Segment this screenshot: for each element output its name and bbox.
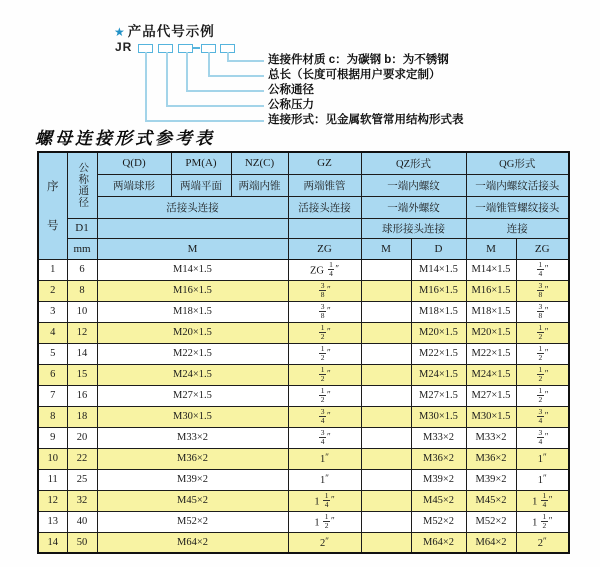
cell-qz-m xyxy=(361,364,411,385)
header-seq-char-2: 号 xyxy=(47,220,59,233)
cell-zg: 1″ xyxy=(288,469,361,490)
cell-qg-m: M64×2 xyxy=(466,532,516,553)
cell-qg-zg: $\frac{3}{8}$ ″ xyxy=(516,280,569,301)
header-dn-label: 公称通径 xyxy=(77,162,89,209)
cell-qg-m: M27×1.5 xyxy=(466,385,516,406)
header-sub3-qz: 球形接头连接 xyxy=(361,218,466,238)
cell-m: M24×1.5 xyxy=(97,364,288,385)
table-row xyxy=(38,532,569,553)
cell-seq: 5 xyxy=(38,343,67,364)
header-sub1-gz: 两端锥管 xyxy=(288,174,361,196)
header-d1: D1 xyxy=(67,218,97,238)
header-group-qg: QG形式 xyxy=(466,152,569,174)
leader-vline-3 xyxy=(186,52,188,90)
cell-qz-m xyxy=(361,490,411,511)
table-row xyxy=(38,406,569,427)
leader-vline-1 xyxy=(145,52,147,120)
cell-qg-m: M16×1.5 xyxy=(466,280,516,301)
cell-zg: 2″ xyxy=(288,532,361,553)
cell-qz-d: M22×1.5 xyxy=(411,343,466,364)
cell-mm: 6 xyxy=(67,259,97,280)
header-group-pma: PM(A) xyxy=(171,152,231,174)
cell-zg: $\frac{1}{2}$ ″ xyxy=(288,385,361,406)
cell-qz-d: M33×2 xyxy=(411,427,466,448)
cell-qg-m: M22×1.5 xyxy=(466,343,516,364)
cell-zg: 1 $\frac{1}{2}$ ″ xyxy=(288,511,361,532)
header-sub1-qz: 一端内螺纹 xyxy=(361,174,466,196)
cell-m: M45×2 xyxy=(97,490,288,511)
cell-mm: 18 xyxy=(67,406,97,427)
leader-hline-1 xyxy=(227,60,264,62)
cell-m: M16×1.5 xyxy=(97,280,288,301)
header-group-qd: Q(D) xyxy=(97,152,171,174)
label-nominal-pressure: 公称压力 xyxy=(268,99,314,111)
table-row xyxy=(38,469,569,490)
cell-qz-m xyxy=(361,322,411,343)
cell-qg-zg: 1 $\frac{1}{2}$ ″ xyxy=(516,511,569,532)
cell-qz-m xyxy=(361,385,411,406)
cell-qg-m: M18×1.5 xyxy=(466,301,516,322)
header-unit-m1: M xyxy=(97,238,288,259)
cell-seq: 12 xyxy=(38,490,67,511)
cell-qg-zg: 1″ xyxy=(516,469,569,490)
cell-qz-d: M27×1.5 xyxy=(411,385,466,406)
header-sub1-qg: 一端内螺纹活接头 xyxy=(466,174,569,196)
cell-qz-m xyxy=(361,532,411,553)
leader-hline-2 xyxy=(208,75,264,77)
table-row xyxy=(38,280,569,301)
cell-zg: $\frac{3}{4}$ ″ xyxy=(288,427,361,448)
cell-qz-m xyxy=(361,511,411,532)
cell-qg-m: M24×1.5 xyxy=(466,364,516,385)
cell-zg: 1″ xyxy=(288,448,361,469)
cell-qz-d: M24×1.5 xyxy=(411,364,466,385)
label-material: 连接件材质 c：为碳钢 b：为不锈钢 xyxy=(268,54,449,66)
cell-qz-m xyxy=(361,259,411,280)
cell-qz-d: M30×1.5 xyxy=(411,406,466,427)
leader-vline-2 xyxy=(166,52,168,105)
cell-qz-d: M64×2 xyxy=(411,532,466,553)
cell-seq: 6 xyxy=(38,364,67,385)
cell-qz-d: M45×2 xyxy=(411,490,466,511)
cell-qg-zg: $\frac{3}{8}$ ″ xyxy=(516,301,569,322)
cell-qg-m: M39×2 xyxy=(466,469,516,490)
cell-qz-d: M52×2 xyxy=(411,511,466,532)
leader-vline-4 xyxy=(208,52,210,75)
cell-seq: 2 xyxy=(38,280,67,301)
cell-seq: 14 xyxy=(38,532,67,553)
cell-qg-zg: 1 $\frac{1}{4}$ ″ xyxy=(516,490,569,511)
cell-qg-zg: $\frac{1}{2}$ ″ xyxy=(516,385,569,406)
cell-qg-m: M52×2 xyxy=(466,511,516,532)
cell-qg-m: M33×2 xyxy=(466,427,516,448)
cell-mm: 12 xyxy=(67,322,97,343)
header-sub2-qz: 一端外螺纹 xyxy=(361,196,466,218)
cell-seq: 10 xyxy=(38,448,67,469)
header-unit-d: D xyxy=(411,238,466,259)
cell-zg: $\frac{3}{8}$ ″ xyxy=(288,301,361,322)
cell-m: M39×2 xyxy=(97,469,288,490)
table-row xyxy=(38,427,569,448)
cell-mm: 20 xyxy=(67,427,97,448)
cell-seq: 11 xyxy=(38,469,67,490)
cell-m: M27×1.5 xyxy=(97,385,288,406)
table-header xyxy=(38,152,569,259)
cell-qz-m xyxy=(361,427,411,448)
label-total-length: 总长（长度可根据用户要求定制） xyxy=(268,69,441,81)
table-row xyxy=(38,322,569,343)
table-title: 螺母连接形式参考表 xyxy=(35,129,215,148)
cell-qg-zg: 1″ xyxy=(516,448,569,469)
cell-mm: 25 xyxy=(67,469,97,490)
cell-zg: $\frac{3}{4}$ ″ xyxy=(288,406,361,427)
cell-qg-zg: $\frac{3}{4}$ ″ xyxy=(516,427,569,448)
cell-mm: 14 xyxy=(67,343,97,364)
header-sub1-qd: 两端球形 xyxy=(97,174,171,196)
header-group-gz: GZ xyxy=(288,152,361,174)
nut-connection-reference-table xyxy=(37,151,570,554)
cell-zg: $\frac{1}{2}$ ″ xyxy=(288,343,361,364)
table-row xyxy=(38,301,569,322)
table-row xyxy=(38,490,569,511)
header-sub1-pma: 两端平面 xyxy=(171,174,231,196)
cell-qz-d: M36×2 xyxy=(411,448,466,469)
leader-hline-5 xyxy=(145,120,264,122)
header-unit-zg2: ZG xyxy=(516,238,569,259)
cell-qg-zg: $\frac{1}{4}$ ″ xyxy=(516,259,569,280)
header-sub2-gz: 活接头连接 xyxy=(288,196,361,218)
cell-mm: 10 xyxy=(67,301,97,322)
header-group-qz: QZ形式 xyxy=(361,152,466,174)
table-body xyxy=(38,259,569,553)
cell-qz-m xyxy=(361,280,411,301)
cell-m: M64×2 xyxy=(97,532,288,553)
cell-m: M22×1.5 xyxy=(97,343,288,364)
header-blank-1 xyxy=(97,218,288,238)
cell-qz-m xyxy=(361,406,411,427)
header-dn xyxy=(67,152,97,218)
cell-qg-zg: 2″ xyxy=(516,532,569,553)
cell-mm: 22 xyxy=(67,448,97,469)
cell-mm: 50 xyxy=(67,532,97,553)
cell-m: M20×1.5 xyxy=(97,322,288,343)
cell-seq: 8 xyxy=(38,406,67,427)
cell-qz-m xyxy=(361,448,411,469)
cell-seq: 13 xyxy=(38,511,67,532)
header-unit-m2: M xyxy=(361,238,411,259)
header-unit-zg1: ZG xyxy=(288,238,361,259)
cell-qz-m xyxy=(361,301,411,322)
header-sub3-qg: 连接 xyxy=(466,218,569,238)
cell-seq: 3 xyxy=(38,301,67,322)
cell-zg: ZG $\frac{1}{4}$ ″ xyxy=(288,259,361,280)
cell-qz-m xyxy=(361,469,411,490)
header-sub1-nzc: 两端内锥 xyxy=(231,174,288,196)
cell-m: M14×1.5 xyxy=(97,259,288,280)
table-row xyxy=(38,259,569,280)
cell-seq: 7 xyxy=(38,385,67,406)
cell-mm: 40 xyxy=(67,511,97,532)
cell-qz-d: M20×1.5 xyxy=(411,322,466,343)
header-unit-mm: mm xyxy=(67,238,97,259)
label-connection-form: 连接形式：见金属软管常用结构形式表 xyxy=(268,114,464,126)
cell-qz-d: M16×1.5 xyxy=(411,280,466,301)
cell-mm: 32 xyxy=(67,490,97,511)
cell-qz-d: M14×1.5 xyxy=(411,259,466,280)
diagram-title xyxy=(114,20,215,40)
cell-zg: $\frac{3}{8}$ ″ xyxy=(288,280,361,301)
cell-qg-m: M20×1.5 xyxy=(466,322,516,343)
header-seq-char-1: 序 xyxy=(47,181,59,194)
cell-m: M33×2 xyxy=(97,427,288,448)
code-prefix: JR xyxy=(115,40,133,54)
cell-seq: 4 xyxy=(38,322,67,343)
cell-seq: 9 xyxy=(38,427,67,448)
header-group-nzc: NZ(C) xyxy=(231,152,288,174)
cell-m: M52×2 xyxy=(97,511,288,532)
table-row xyxy=(38,448,569,469)
star-icon: ★ xyxy=(114,25,126,39)
cell-m: M36×2 xyxy=(97,448,288,469)
header-seq xyxy=(38,152,67,259)
code-dash xyxy=(192,47,200,49)
cell-zg: $\frac{1}{2}$ ″ xyxy=(288,364,361,385)
cell-qg-m: M45×2 xyxy=(466,490,516,511)
table-row xyxy=(38,343,569,364)
table-row xyxy=(38,364,569,385)
leader-vline-5 xyxy=(227,52,229,60)
diagram-title-text: 产品代号示例 xyxy=(127,24,215,39)
leader-hline-4 xyxy=(166,105,264,107)
cell-qz-d: M39×2 xyxy=(411,469,466,490)
cell-qg-zg: $\frac{1}{2}$ ″ xyxy=(516,364,569,385)
cell-qg-zg: $\frac{1}{2}$ ″ xyxy=(516,322,569,343)
header-unit-m3: M xyxy=(466,238,516,259)
cell-mm: 16 xyxy=(67,385,97,406)
cell-m: M30×1.5 xyxy=(97,406,288,427)
cell-zg: 1 $\frac{1}{4}$ ″ xyxy=(288,490,361,511)
cell-qz-m xyxy=(361,343,411,364)
cell-mm: 8 xyxy=(67,280,97,301)
cell-qg-m: M14×1.5 xyxy=(466,259,516,280)
cell-qg-m: M36×2 xyxy=(466,448,516,469)
header-blank-2 xyxy=(288,218,361,238)
cell-qz-d: M18×1.5 xyxy=(411,301,466,322)
cell-mm: 15 xyxy=(67,364,97,385)
cell-seq: 1 xyxy=(38,259,67,280)
table-row xyxy=(38,511,569,532)
cell-zg: $\frac{1}{2}$ ″ xyxy=(288,322,361,343)
header-sub2-union: 活接头连接 xyxy=(97,196,288,218)
cell-m: M18×1.5 xyxy=(97,301,288,322)
label-nominal-diameter: 公称通径 xyxy=(268,84,314,96)
leader-hline-3 xyxy=(186,90,264,92)
table-row xyxy=(38,385,569,406)
cell-qg-m: M30×1.5 xyxy=(466,406,516,427)
cell-qg-zg: $\frac{1}{2}$ ″ xyxy=(516,343,569,364)
header-sub2-qg: 一端锥管螺纹接头 xyxy=(466,196,569,218)
cell-qg-zg: $\frac{3}{4}$ ″ xyxy=(516,406,569,427)
